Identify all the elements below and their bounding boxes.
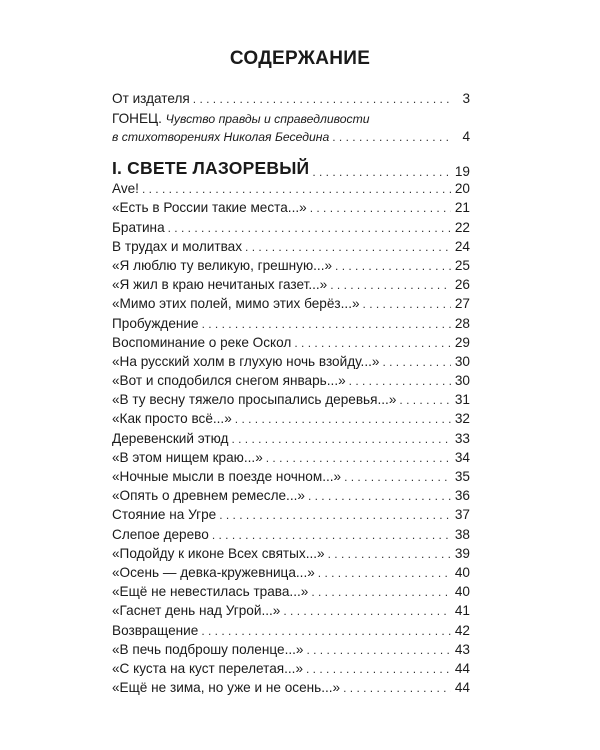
- toc-entry-page: 3: [462, 91, 470, 106]
- toc-entry-label: Пробуждение: [112, 315, 199, 331]
- dot-leader: [308, 489, 451, 503]
- toc-entry-page: 40: [454, 584, 470, 600]
- dot-leader: [294, 336, 451, 350]
- toc-entry[interactable]: [112, 661, 470, 680]
- toc-entry-page: 27: [454, 296, 470, 312]
- dot-leader: [142, 182, 451, 196]
- toc-entry[interactable]: [112, 220, 470, 239]
- toc-entry-label: «Гаснет день над Угрой...»: [112, 603, 281, 619]
- dot-leader: [318, 566, 451, 580]
- toc-entry-label: «Ночные мысли в поезде ночном...»: [112, 469, 342, 484]
- toc-entry-page: 28: [454, 315, 470, 331]
- toc-entry-page: 37: [454, 507, 470, 523]
- toc-entry-page: 24: [454, 238, 470, 254]
- toc-entry-page: 43: [454, 641, 470, 657]
- toc-entry[interactable]: [112, 642, 470, 661]
- toc-entry-label: В трудах и молитвах: [112, 238, 243, 254]
- toc-entry[interactable]: [112, 277, 470, 296]
- toc-entry-list: [112, 181, 470, 699]
- toc-entry-label: «В печь подброшу поленце...»: [112, 641, 304, 657]
- dot-leader: [349, 374, 451, 388]
- toc-entry-label: Братина: [112, 219, 165, 235]
- dot-leader: [306, 643, 450, 657]
- toc-entry-page: 31: [454, 392, 470, 408]
- toc-entry-page: 40: [454, 564, 470, 580]
- toc-entry-page: 41: [454, 603, 470, 619]
- toc-entry[interactable]: [112, 623, 470, 642]
- dot-leader: [266, 451, 451, 465]
- toc-entry[interactable]: [112, 584, 470, 603]
- foreword-subtitle-line1: Чувство правды и справедливости: [165, 112, 370, 127]
- section-title: I. СВЕТЕ ЛАЗОРЕВЫЙ: [112, 158, 310, 179]
- dot-leader: [168, 221, 451, 235]
- dot-leader: [219, 508, 451, 522]
- toc-entry-label: Воспоминание о реке Оскол: [112, 334, 292, 350]
- toc-entry[interactable]: [112, 258, 470, 277]
- toc-entry[interactable]: [112, 354, 470, 373]
- toc-entry-page: 20: [454, 181, 470, 197]
- dot-leader: [335, 259, 451, 273]
- toc-entry-label: «С куста на куст перелетая...»: [112, 660, 304, 676]
- dot-leader: [399, 393, 450, 407]
- toc-entry-page: 36: [454, 488, 470, 504]
- dot-leader: [235, 412, 451, 426]
- dot-leader: [201, 624, 451, 638]
- toc-entry-page: 33: [454, 430, 470, 446]
- foreword-first-line: [112, 110, 470, 128]
- toc-entry-page: 44: [454, 680, 470, 696]
- toc-entry-label: «На русский холм в глухую ночь взойду...»: [112, 353, 380, 369]
- toc-entry-page: 38: [454, 526, 470, 542]
- toc-entry-page: 42: [454, 622, 470, 638]
- foreword-second-line: [112, 128, 470, 146]
- toc-entry-page: 32: [454, 411, 470, 427]
- toc-entry-page: 44: [454, 660, 470, 676]
- toc-section-heading[interactable]: [112, 152, 470, 181]
- toc-entry-page: 39: [454, 545, 470, 561]
- toc-entry[interactable]: [112, 181, 470, 200]
- dot-leader: [245, 240, 451, 254]
- dot-leader: [212, 528, 451, 542]
- toc-entry[interactable]: [112, 411, 470, 430]
- toc-entry-label: «Есть в России такие места...»: [112, 200, 307, 216]
- toc-entry[interactable]: [112, 527, 470, 546]
- dot-leader: [193, 92, 452, 106]
- foreword-title: ГОНЕЦ.: [112, 111, 162, 127]
- toc-entry[interactable]: [112, 373, 470, 392]
- dot-leader: [310, 201, 451, 215]
- section-page: 19: [454, 164, 470, 180]
- toc-entry-label: «Осень — девка-кружевница...»: [112, 564, 315, 580]
- toc-entry[interactable]: [112, 469, 470, 488]
- dot-leader: [344, 470, 451, 484]
- toc-entry[interactable]: [112, 431, 470, 450]
- toc-entry-label: От издателя: [112, 91, 190, 106]
- toc-entry-page: 25: [454, 257, 470, 273]
- toc-entry-label: Стояние на Угре: [112, 507, 217, 523]
- toc-entry[interactable]: [112, 239, 470, 258]
- toc-entry-label: «Опять о древнем ремесле...»: [112, 488, 305, 504]
- toc-entry-page: 30: [454, 373, 470, 389]
- toc-entry-page: 35: [454, 469, 470, 484]
- toc-entry[interactable]: [112, 680, 470, 699]
- toc-entry-label: «Как просто всё...»: [112, 411, 232, 427]
- dot-leader: [231, 432, 450, 446]
- dot-leader: [328, 547, 451, 561]
- toc-entry-label: «В ту весну тяжело просыпались деревья...»: [112, 392, 397, 408]
- toc-entry-label: «Подойду к иконе Всех святых...»: [112, 545, 325, 561]
- toc-entry-label: Слепое дерево: [112, 526, 209, 542]
- toc-entry-page: 34: [454, 449, 470, 465]
- toc-entry-label: «Вот и сподобился снегом январь...»: [112, 373, 346, 389]
- toc-entry[interactable]: [112, 335, 470, 354]
- toc-entry-page: 30: [454, 353, 470, 369]
- dot-leader: [306, 662, 451, 676]
- toc-entry[interactable]: [112, 450, 470, 469]
- dot-leader: [343, 681, 451, 695]
- toc-entry-page: 22: [454, 219, 470, 235]
- toc-entry[interactable]: [112, 316, 470, 335]
- toc-entry[interactable]: [112, 296, 470, 315]
- toc-entry-label: «Мимо этих полей, мимо этих берёз...»: [112, 296, 360, 312]
- toc-entry[interactable]: [112, 488, 470, 507]
- toc-entry-label: Ave!: [112, 181, 139, 197]
- toc-entry-label: «Я жил в краю нечитаных газет...»: [112, 277, 328, 293]
- toc-entry-page: 29: [454, 334, 470, 350]
- toc-entry-publisher[interactable]: [112, 91, 470, 110]
- toc-entry-label: Деревенский этюд: [112, 430, 229, 446]
- toc-entry-foreword[interactable]: [112, 110, 470, 146]
- toc-entry-label: «Ещё не невестилась трава...»: [112, 584, 309, 600]
- toc-entry-page: 26: [454, 277, 470, 293]
- dot-leader: [311, 585, 451, 599]
- toc-entry[interactable]: [112, 200, 470, 219]
- toc-entry-label: «Ещё не зима, но уже и не осень...»: [112, 680, 341, 696]
- table-of-contents: [112, 91, 470, 699]
- toc-entry[interactable]: [112, 507, 470, 526]
- toc-entry-label: «Я люблю ту великую, грешную...»: [112, 257, 333, 273]
- dot-leader: [283, 604, 451, 618]
- dot-leader: [363, 297, 451, 311]
- toc-entry-page: 21: [454, 200, 470, 216]
- dot-leader: [382, 355, 450, 369]
- toc-entry[interactable]: [112, 603, 470, 622]
- page-title: СОДЕРЖАНИЕ: [229, 48, 371, 69]
- toc-entry[interactable]: [112, 565, 470, 584]
- dot-leader: [312, 165, 451, 179]
- toc-entry-label: «В этом нищем краю...»: [112, 449, 263, 465]
- dot-leader: [330, 278, 451, 292]
- dot-leader: [202, 317, 451, 331]
- toc-entry[interactable]: [112, 546, 470, 565]
- toc-entry-label: Возвращение: [112, 622, 199, 638]
- dot-leader: [332, 128, 452, 146]
- foreword-subtitle-line2: в стихотворениях Николая Беседина: [112, 130, 330, 145]
- toc-entry[interactable]: [112, 392, 470, 411]
- toc-entry-page: 4: [462, 129, 470, 145]
